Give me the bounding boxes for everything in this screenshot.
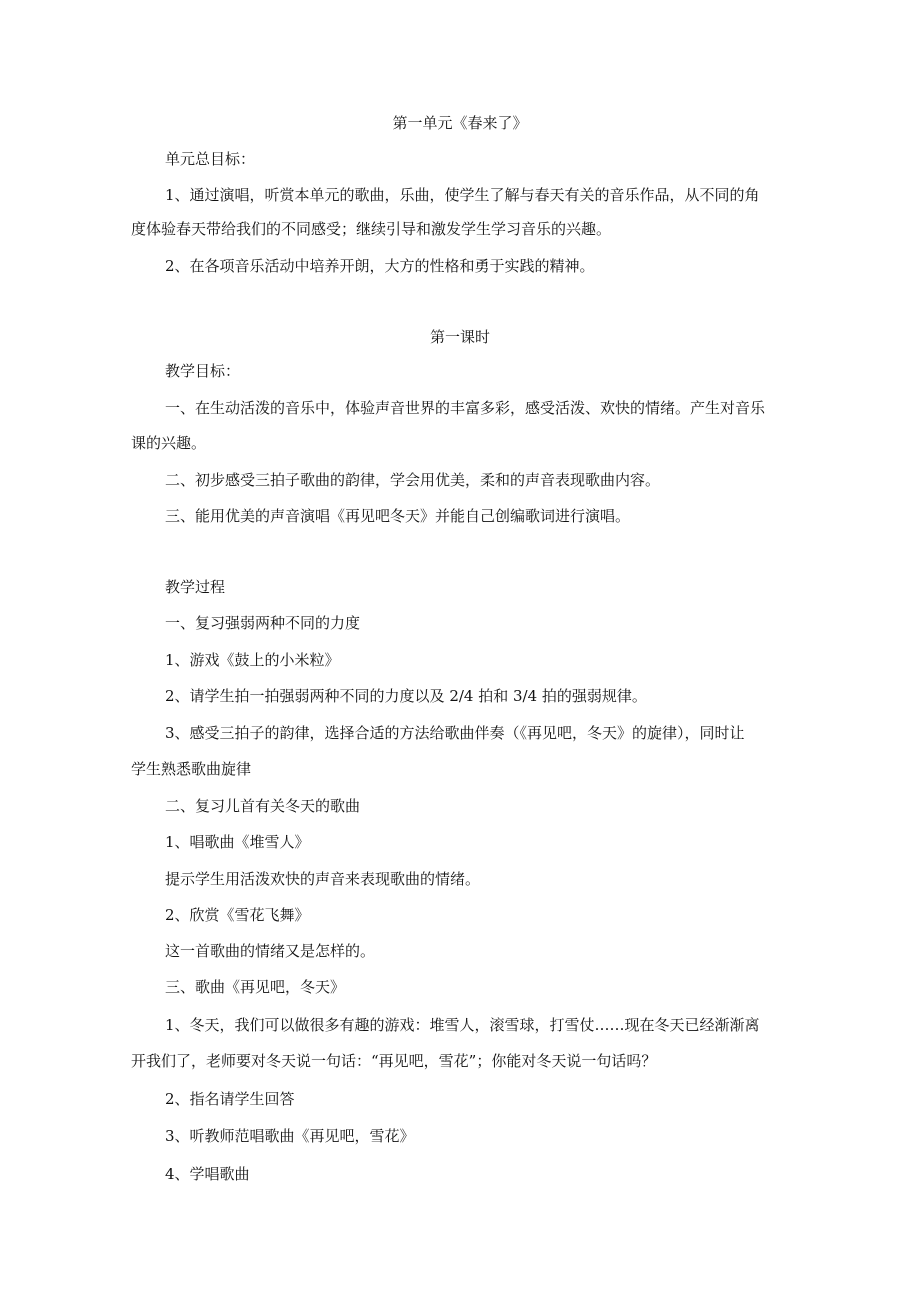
step-1-3-line2: 学生熟悉歌曲旋律	[131, 760, 252, 778]
unit-goals-heading: 单元总目标：	[165, 150, 256, 168]
step-3-4: 4、学唱歌曲	[165, 1165, 250, 1183]
step-1-1: 1、游戏《鼓上的小米粒》	[165, 651, 340, 669]
step-2-1-note: 提示学生用活泼欢快的声音来表现歌曲的情绪。	[165, 870, 481, 888]
lesson-title: 第一课时	[429, 328, 490, 346]
step-1-3-line1: 3、感受三拍子的韵律，选择合适的方法给歌曲伴奏（《再见吧，冬天》的旋律），同时让	[165, 724, 745, 742]
step-3-1-line2: 开我们了，老师要对冬天说一句话：“再见吧，雪花”；你能对冬天说一句话吗？	[131, 1052, 657, 1070]
step-2-2-note: 这一首歌曲的情绪又是怎样的。	[165, 942, 376, 960]
step-1: 一、复习强弱两种不同的力度	[165, 614, 361, 632]
goal-1-line2: 课的兴趣。	[131, 434, 207, 452]
teaching-goals-heading: 教学目标：	[165, 362, 241, 380]
step-2-2: 2、欣赏《雪花飞舞》	[165, 906, 310, 924]
step-2-1: 1、唱歌曲《堆雪人》	[165, 833, 310, 851]
step-3: 三、歌曲《再见吧，冬天》	[165, 978, 346, 996]
unit-goal-1-line2: 度体验春天带给我们的不同感受；继续引导和激发学生学习音乐的兴趣。	[131, 220, 612, 238]
unit-goal-2: 2、在各项音乐活动中培养开朗，大方的性格和勇于实践的精神。	[165, 257, 595, 275]
step-3-3: 3、听教师范唱歌曲《再见吧，雪花》	[165, 1127, 415, 1145]
goal-2: 二、初步感受三拍子歌曲的韵律，学会用优美，柔和的声音表现歌曲内容。	[165, 471, 661, 489]
step-3-1-line1: 1、冬天，我们可以做很多有趣的游戏：堆雪人，滚雪球，打雪仗……现在冬天已经渐渐离	[165, 1016, 760, 1034]
unit-goal-1-line1: 1、通过演唱，听赏本单元的歌曲，乐曲，使学生了解与春天有关的音乐作品，从不同的角	[165, 186, 760, 204]
step-2: 二、复习儿首有关冬天的歌曲	[165, 797, 361, 815]
step-3-2: 2、指名请学生回答	[165, 1090, 295, 1108]
step-1-2: 2、请学生拍一拍强弱两种不同的力度以及 2/4 拍和 3/4 拍的强弱规律。	[165, 687, 647, 705]
goal-1-line1: 一、在生动活泼的音乐中，体验声音世界的丰富多彩，感受活泼、欢快的情绪。产生对音乐	[165, 399, 766, 417]
process-heading: 教学过程	[165, 578, 226, 596]
unit-title: 第一单元《春来了》	[392, 114, 528, 132]
goal-3: 三、能用优美的声音演唱《再见吧冬天》并能自己创编歌词进行演唱。	[165, 507, 631, 525]
